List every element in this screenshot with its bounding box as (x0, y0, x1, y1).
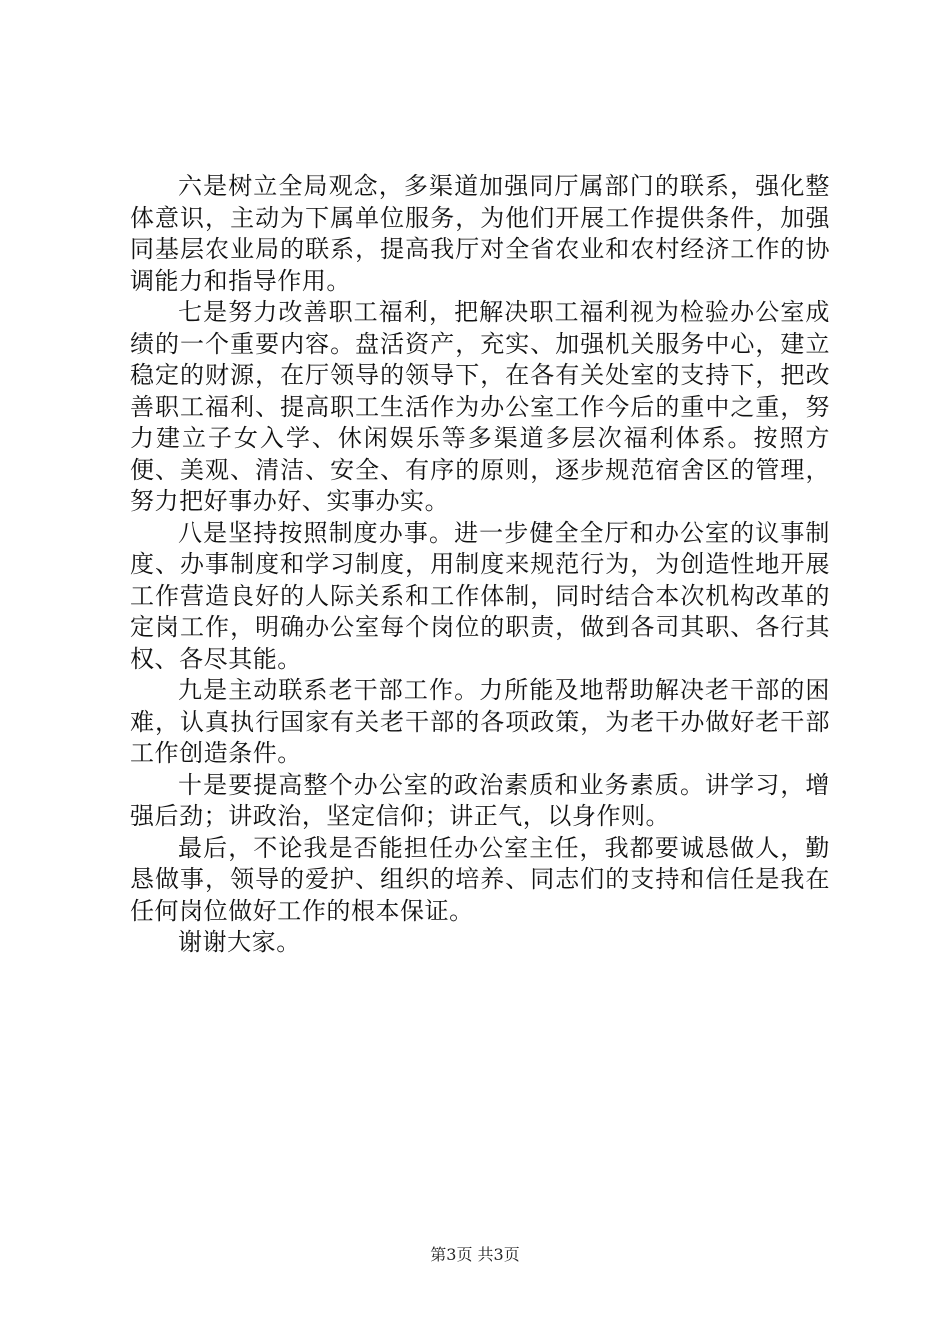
paragraph-closing: 最后，不论我是否能担任办公室主任，我都要诚恳做人，勤恳做事，领导的爱护、组织的培养、同志们的支持和信任是我在任何岗位做好工作的根本保证。 (130, 833, 830, 925)
page-footer: 第3页 共3页 (430, 1245, 520, 1264)
paragraph-nine: 九是主动联系老干部工作。力所能及地帮助解决老干部的困难，认真执行国家有关老干部的各项政策，为老干办做好老干部工作创造条件。 (130, 676, 830, 767)
document-body (130, 171, 830, 959)
paragraph-thanks: 谢谢大家。 (178, 928, 301, 956)
paragraph-ten: 十是要提高整个办公室的政治素质和业务素质。讲学习，增强后劲；讲政治，坚定信仰；讲正气，以身作则。 (130, 770, 830, 830)
paragraph-six: 六是树立全局观念，多渠道加强同厅属部门的联系，强化整体意识，主动为下属单位服务，为他们开展工作提供条件，加强同基层农业局的联系，提高我厅对全省农业和农村经济工作的协调能力和指导作用。 (130, 172, 830, 295)
paragraph-seven: 七是努力改善职工福利，把解决职工福利视为检验办公室成绩的一个重要内容。盘活资产，充实、加强机关服务中心，建立稳定的财源，在厅领导的领导下，在各有关处室的支持下，把改善职工福利、提高职工生活作为办公室工作今后的重中之重，努力建立子女入学、休闲娱乐等多渠道多层次福利体系。按照方便、美观、清洁、安全、有序的原则，逐步规范宿舍区的管理，努力把好事办好、实事办实。 (130, 298, 830, 515)
paragraph-eight: 八是坚持按照制度办事。进一步健全全厅和办公室的议事制度、办事制度和学习制度，用制度来规范行为，为创造性地开展工作营造良好的人际关系和工作体制，同时结合本次机构改革的定岗工作，明确办公室每个岗位的职责，做到各司其职、各行其权、各尽其能。 (130, 518, 830, 673)
